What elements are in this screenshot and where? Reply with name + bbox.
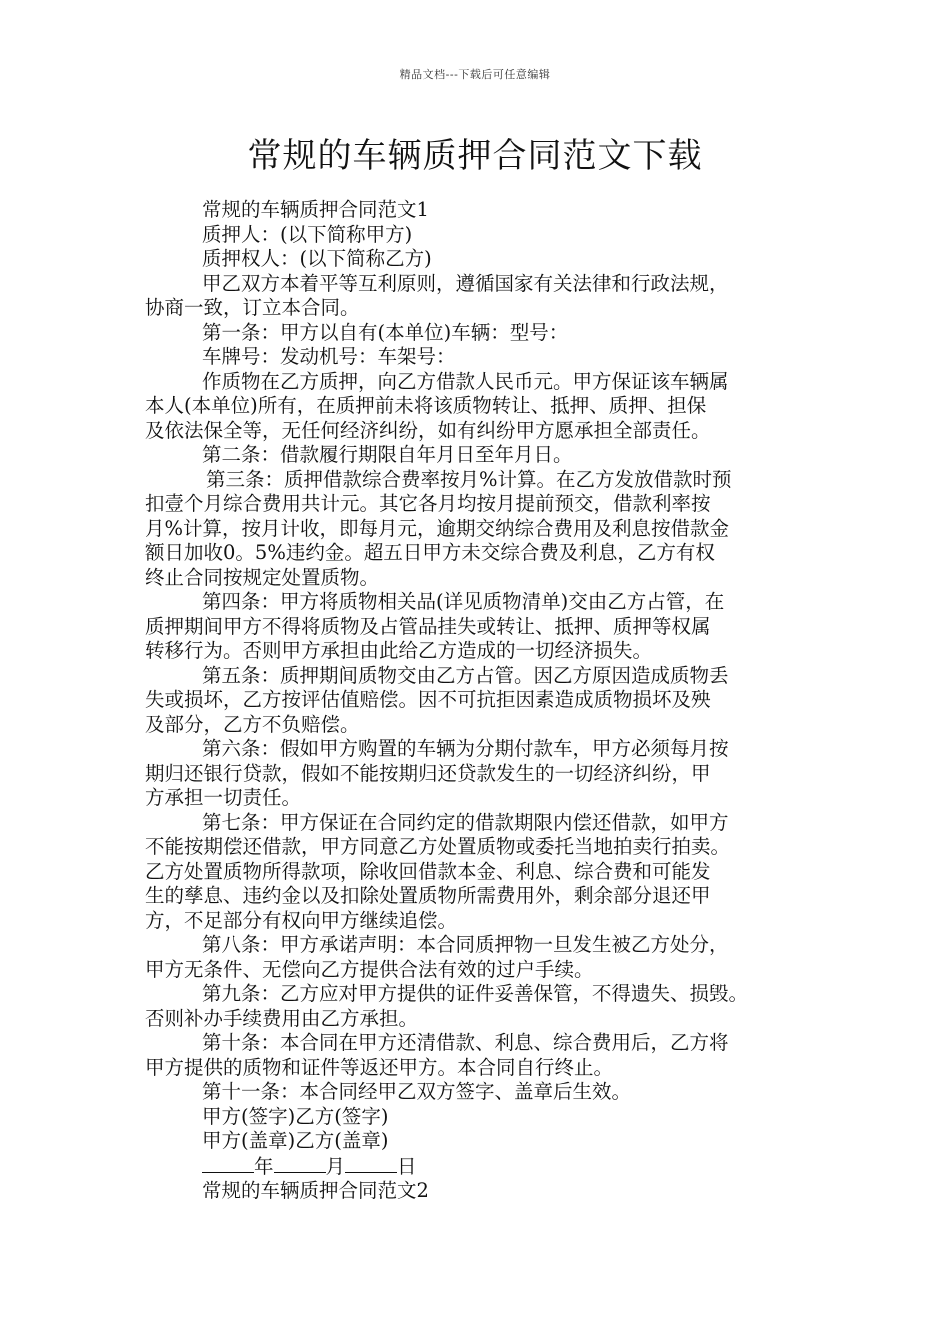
- paragraph-line: 转移行为。否则甲方承担由此给乙方造成的一切经济损失。: [145, 639, 653, 662]
- paragraph-line: 乙方处置质物所得款项，除收回借款本金、利息、综合费和可能发: [145, 859, 711, 883]
- paragraph-line: 扣壹个月综合费用共计元。其它各月均按月提前预交，借款利率按: [145, 492, 711, 515]
- document-title: 常规的车辆质押合同范文下载: [247, 136, 703, 176]
- paragraph-line: 及部分，乙方不负赔偿。: [145, 712, 360, 736]
- clause-7-line: 第七条：甲方保证在合同约定的借款期限内偿还借款，如甲方: [202, 810, 729, 834]
- clause-3-line: 第三条：质押借款综合费率按月%计算。在乙方发放借款时预: [206, 467, 732, 491]
- paragraph-line: 月%计算，按月计收，即每月元，逾期交纳综合费用及利息按借款金: [145, 516, 730, 540]
- signature-line: 甲方(签字)乙方(签字): [202, 1104, 389, 1128]
- paragraph-line: 终止合同按规定处置质物。: [145, 565, 380, 589]
- clause-2-line: 第二条：借款履行期限自年月日至年月日。: [202, 443, 573, 466]
- section-heading: 常规的车辆质押合同范文2: [202, 1179, 429, 1202]
- date-line: [145, 1154, 811, 1180]
- paragraph-line: 不能按期偿还借款，甲方同意乙方处置质物或委托当地拍卖行拍卖。: [145, 835, 731, 858]
- section-heading: 常规的车辆质押合同范文1: [202, 198, 429, 221]
- paragraph-line: 甲方提供的质物和证件等返还甲方。本合同自行终止。: [145, 1055, 614, 1079]
- paragraph-line: 甲方无条件、无偿向乙方提供合法有效的过户手续。: [145, 957, 594, 981]
- paragraph-line: 质押期间甲方不得将质物及占管品挂失或转让、抵押、质押等权属: [145, 614, 711, 638]
- paragraph-line: 车牌号：发动机号：车架号：: [202, 345, 456, 368]
- paragraph-line: 期归还银行贷款，假如不能按期归还贷款发生的一切经济纠纷，甲: [145, 761, 711, 785]
- day-blank: [345, 1154, 397, 1173]
- pledgee-line: 质押权人：(以下简称乙方): [202, 247, 432, 270]
- paragraph-line: 否则补办手续费用由乙方承担。: [145, 1006, 419, 1030]
- pledgor-line: 质押人：(以下简称甲方): [202, 222, 413, 246]
- clause-1-line: 第一条：甲方以自有(本单位)车辆：型号：: [202, 320, 569, 344]
- paragraph-line: 额日加收0。5%违约金。超五日甲方未交综合费及利息，乙方有权: [145, 541, 715, 564]
- paragraph-line: 生的孳息、违约金以及扣除处置质物所需费用外，剩余部分退还甲: [145, 884, 711, 907]
- clause-6-line: 第六条：假如甲方购置的车辆为分期付款车，甲方必须每月按: [202, 737, 729, 760]
- seal-line: 甲方(盖章)乙方(盖章): [202, 1129, 389, 1152]
- clause-9-line: 第九条：乙方应对甲方提供的证件妥善保管，不得遗失、损毁。: [202, 982, 749, 1005]
- clause-5-line: 第五条：质押期间质物交由乙方占管。因乙方原因造成质物丢: [202, 663, 729, 687]
- paragraph-line: 方，不足部分有权向甲方继续追偿。: [145, 908, 458, 932]
- clause-4-line: 第四条：甲方将质物相关品(详见质物清单)交由乙方占管，在: [202, 590, 725, 613]
- paragraph-line: 方承担一切责任。: [145, 786, 302, 809]
- paragraph-line: 及依法保全等，无任何经济纠纷，如有纠纷甲方愿承担全部责任。: [145, 418, 711, 442]
- document-body: [145, 198, 811, 1204]
- year-blank: [202, 1154, 254, 1173]
- paragraph-line: 失或损坏，乙方按评估值赔偿。因不可抗拒因素造成质物损坏及殃: [145, 688, 711, 711]
- clause-10-line: 第十条：本合同在甲方还清借款、利息、综合费用后，乙方将: [202, 1031, 729, 1054]
- clause-8-line: 第八条：甲方承诺声明：本合同质押物一旦发生被乙方处分，: [202, 933, 729, 956]
- page-header: 精品文档---下载后可任意编辑: [399, 68, 551, 81]
- month-label: 月: [325, 1154, 346, 1178]
- year-label: 年: [254, 1154, 274, 1178]
- clause-11-line: 第十一条：本合同经甲乙双方签字、盖章后生效。: [202, 1080, 632, 1103]
- month-blank: [274, 1154, 326, 1173]
- day-label: 日: [397, 1154, 417, 1178]
- paragraph-line: 作质物在乙方质押，向乙方借款人民币元。甲方保证该车辆属: [202, 369, 729, 393]
- paragraph-line: 协商一致，订立本合同。: [145, 296, 360, 319]
- paragraph-line: 甲乙双方本着平等互利原则，遵循国家有关法律和行政法规，: [202, 271, 729, 295]
- paragraph-line: 本人(本单位)所有，在质押前未将该质物转让、抵押、质押、担保: [145, 394, 707, 417]
